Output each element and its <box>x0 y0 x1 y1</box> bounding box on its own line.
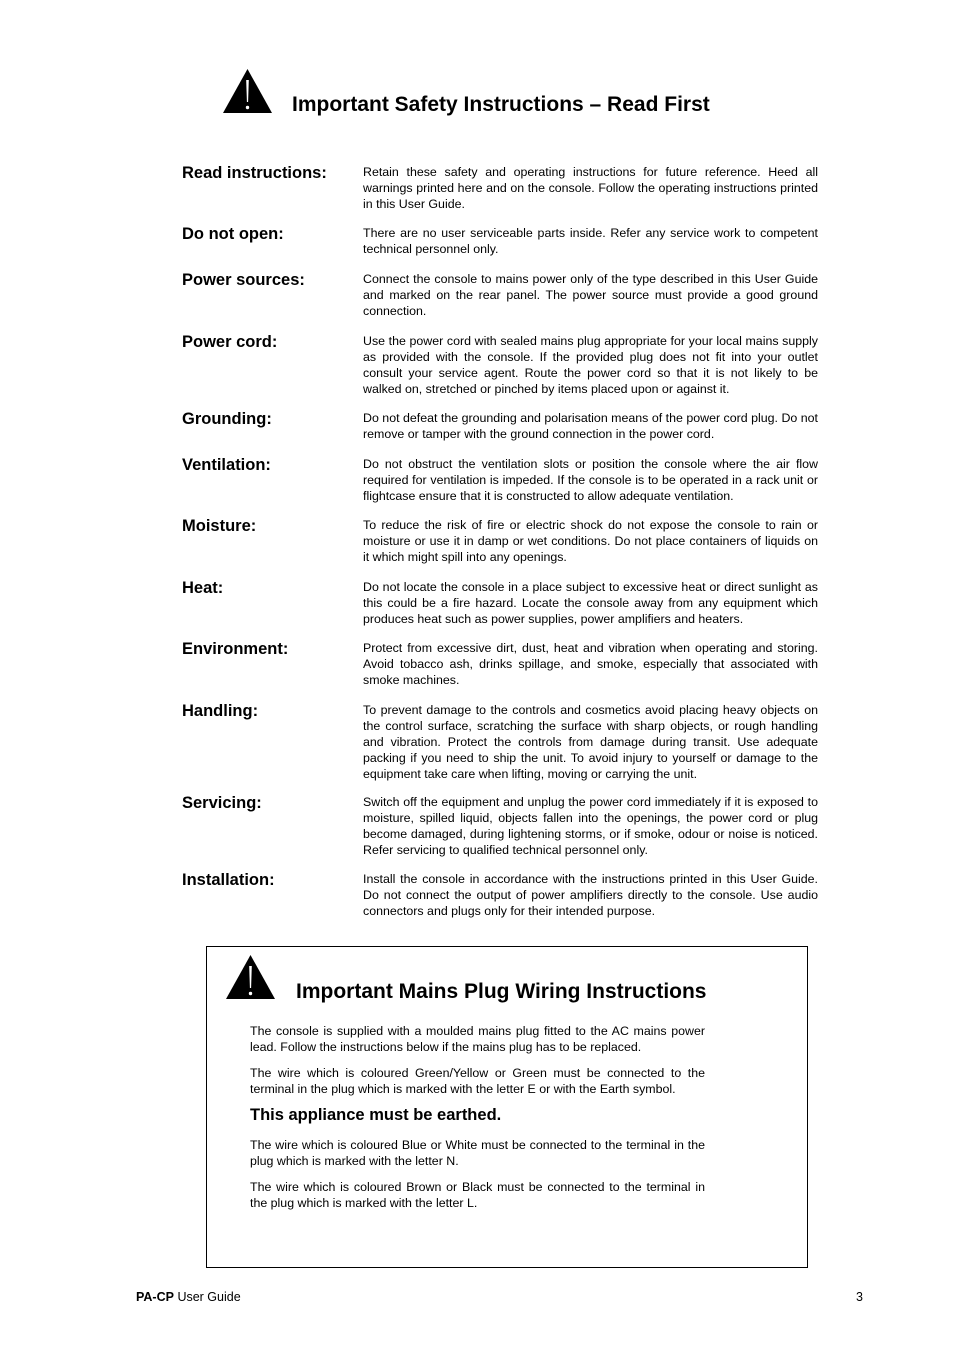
mains-paragraph-4: The wire which is coloured Brown or Black must be connected to the terminal in the plug which is marked with the letter L. <box>250 1180 705 1210</box>
page-number: 3 <box>856 1290 863 1304</box>
mains-paragraph-1: The console is supplied with a moulded mains plug fitted to the AC mains power lead. Follow the instructions below if the mains plug has to be replaced. <box>250 1024 705 1054</box>
instruction-text: To reduce the risk of fire or electric shock do not expose the console to rain or moisture or use it in damp or wet conditions. Do not place containers of liquids on it which might spill into any openings. <box>363 518 818 564</box>
instruction-label: Handling: <box>182 702 259 720</box>
mains-paragraph-3: The wire which is coloured Blue or White must be connected to the terminal in the plug which is marked with the letter N. <box>250 1138 705 1168</box>
instruction-text: Connect the console to mains power only of the type described in this User Guide and marked on the rear panel. The power source must provide a good ground connection. <box>363 272 818 318</box>
instruction-label: Heat: <box>182 579 224 597</box>
footer-guide-title <box>136 1289 241 1305</box>
instruction-text: Do not obstruct the ventilation slots or position the console where the air flow required for ventilation is impeded. If the console is to be operated in a rack unit or flightcase ensure that it is constructed to allow adequate ventilation. <box>363 457 818 503</box>
instruction-text: There are no user serviceable parts inside. Refer any service work to competent technical personnel only. <box>363 226 818 256</box>
instruction-label: Ventilation: <box>182 456 271 474</box>
instruction-text: Use the power cord with sealed mains plug appropriate for your local mains supply as provided with the console. If the provided plug does not fit into your outlet consult your service agent. Route the power cord so that it is not likely to be walked on, stretched or pinched by items placed upon or against it. <box>363 334 818 396</box>
page-title: Important Safety Instructions – Read First <box>292 93 710 116</box>
warning-triangle-icon <box>222 68 273 114</box>
instruction-text: Install the console in accordance with the instructions printed in this User Guide. Do not connect the output of power amplifiers directly to the console. Use audio connectors and plugs only for their intended purpose. <box>363 872 818 918</box>
instruction-label: Environment: <box>182 640 289 658</box>
instruction-text: Retain these safety and operating instructions for future reference. Heed all warnings printed here and on the console. Follow the operating instructions printed in this User Guide. <box>363 165 818 211</box>
mains-plug-wiring-box <box>206 946 808 1268</box>
footer-product: PA-CP <box>136 1290 174 1304</box>
instruction-text: Switch off the equipment and unplug the power cord immediately if it is exposed to moisture, spilled liquid, objects fallen into the openings, the power cord or plug become damaged, during lightening storms, or if smoke, odour or noise is noticed. Refer servicing to qualified technical personnel only. <box>363 795 818 857</box>
mains-paragraph-2: The wire which is coloured Green/Yellow or Green must be connected to the terminal in the plug which is marked with the letter E or with the Earth symbol. <box>250 1066 705 1096</box>
warning-triangle-icon <box>225 954 276 1000</box>
instruction-text: Do not locate the console in a place subject to excessive heat or direct sunlight as this could be a fire hazard. Locate the console away from any equipment which produces heat such as power supplies, power amplifiers and heaters. <box>363 580 818 626</box>
instruction-text: To prevent damage to the controls and cosmetics avoid placing heavy objects on the control surface, scratching the surface with sharp objects, or rough handling and vibration. Protect the controls from damage during transit. Use adequate packing if you need to ship the unit. To avoid injury to yourself or damage to the equipment take care when lifting, moving or carrying the unit. <box>363 703 818 781</box>
instruction-text: Protect from excessive dirt, dust, heat and vibration when operating and storing. Avoid tobacco ash, drinks spillage, and smoke, especially that associated with smoke machines. <box>363 641 818 687</box>
instruction-label: Power cord: <box>182 333 278 351</box>
instruction-text: Do not defeat the grounding and polarisation means of the power cord plug. Do not remove or tamper with the ground connection in the power cord. <box>363 411 818 441</box>
instruction-label: Installation: <box>182 871 275 889</box>
instruction-label: Power sources: <box>182 271 305 289</box>
instruction-label: Grounding: <box>182 410 272 428</box>
instruction-label: Moisture: <box>182 517 257 535</box>
mains-earthed-heading: This appliance must be earthed. <box>250 1106 502 1124</box>
footer-guide: User Guide <box>173 1290 241 1304</box>
instruction-label: Do not open: <box>182 225 284 243</box>
instruction-label: Read instructions: <box>182 164 327 182</box>
mains-box-title: Important Mains Plug Wiring Instructions <box>296 980 707 1003</box>
instruction-label: Servicing: <box>182 794 262 812</box>
